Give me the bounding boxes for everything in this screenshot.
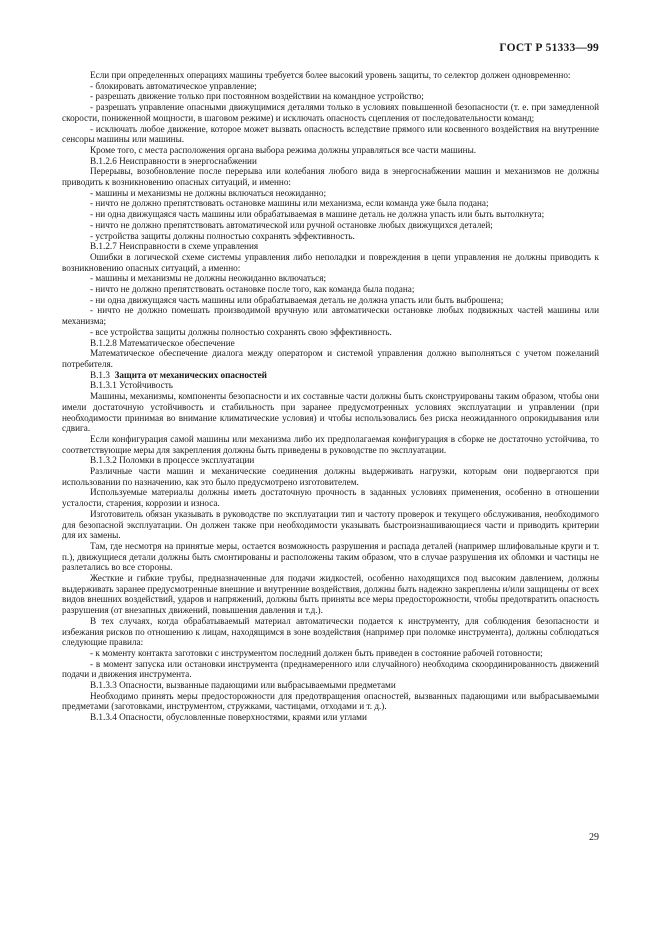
paragraph: Перерывы, возобновление после перерыва или колебания любого вида в энергоснабжении машин и механизмов не должны приводить к возникновению опасных ситуаций, и именно: [62,166,599,188]
list-item: - ничто не должно препятствовать остановке после того, как команда была подана; [90,284,415,295]
paragraph: Там, где несмотря на принятые меры, остается возможность разрушения и распада деталей (например шлифовальные круги и т. п.), движущиеся детали должны быть смонтированы и расположены таким образом, что в случае разрушения их обломки и частицы не разлетались во все стороны. [62,540,599,573]
list-item: - ни одна движущаяся часть машины или обрабатываемая в машине деталь не должна упасть или быть вытолкнута; [90,209,545,220]
paragraph: Ошибки в логической схеме системы управления либо неполадки и повреждения в цепи управления не должны приводить к возникновению опасных ситуаций, а именно: [62,251,599,273]
list-item: - машины и механизмы не должны неожиданно включаться; [90,273,326,284]
subsection-heading: В.1.2.8 Математическое обеспечение [90,337,235,348]
subsection-heading: В.1.2.7 Неисправности в схеме управления [90,241,259,252]
list-item: - машины и механизмы не должны включаться неожиданно; [90,187,326,198]
list-item: - ничто не должно препятствовать автоматической или ручной остановке любых движущихся деталей; [90,219,493,230]
list-item: - ничто не должно помешать производимой вручную или автоматически остановке любых подвижных частей машины или механизма; [62,305,599,327]
paragraph: В тех случаях, когда обрабатываемый материал автоматически подается к инструменту, для соблюдения безопасности и избежания рисков по отношению к лицам, находящимся в зоне воздействия (например при поломке инструмента), должны соблюдаться следующие правила: [62,615,599,648]
list-item: - блокировать автоматическое управление; [90,80,257,91]
subsection-heading: В.1.3.3 Опасности, вызванные падающими или выбрасываемыми предметами [90,680,396,691]
paragraph: Различные части машин и механические соединения должны выдерживать нагрузки, которым они подвергаются при использовании по назначению, как это было предусмотрено изготовителем. [62,466,599,487]
paragraph: Изготовитель обязан указывать в руководстве по эксплуатации тип и частоту проверок и текущего обслуживания, необходимого для безопасной эксплуатации. Он должен также при необходимости указывать быстроизнашивающиеся части и приводить критерии для их замены. [62,508,599,541]
list-item: - все устройства защиты должны полностью сохранять свою эффективность. [90,326,392,337]
subsection-heading: В.1.3.2 Поломки в процессе эксплуатации [90,455,255,466]
paragraph: Машины, механизмы, компоненты безопасности и их составные части должны быть сконструированы таким образом, чтобы они имели достаточную устойчивость и стабильность при заранее предусмотренных условиях эксплуатации и управлении (при необходимости принимая во внимание климатические условия) и чтобы использовались без риска неожиданного опрокидывания или сдвига. [62,391,599,434]
list-item: - устройства защиты должны полностью сохранять эффективность. [90,230,355,241]
paragraph: Если при определенных операциях машины требуется более высокий уровень защиты, то селектор должен одновременно: [90,70,571,80]
subsection-heading: В.1.3.1 Устойчивость [90,380,173,391]
list-item: - ни одна движущаяся часть машины или обрабатываемая деталь не должна упасть или быть выброшена; [90,294,504,305]
list-item: - разрешать движение только при постоянном воздействии на командное устройство; [90,91,424,102]
list-item: - исключать любое движение, которое может вызвать опасность вследствие прямого или косвенного воздействия на внутренние сенсоры машины или машины. [62,123,599,145]
list-item: - разрешать управление опасными движущимися деталями только в условиях повышенной безопасности (т. е. при замедленной скорости, пониженной мощности, в шаговом режиме) и исключать опасность сцепления от последовательности команд; [62,102,599,123]
paragraph: Используемые материалы должны иметь достаточную прочность в заданных условиях применения, особенно в отношении усталости, старения, коррозии и износа. [62,487,599,509]
list-item: - к моменту контакта заготовки с инструментом последний должен быть приведен в состояние рабочей готовности; [90,647,543,658]
paragraph: Кроме того, с места расположения органа выбора режима должны управляться все части машины. [90,144,477,155]
paragraph: Математическое обеспечение диалога между оператором и системой управления должно выполняться с учетом пожеланий потребителя. [62,348,599,369]
paragraph: Необходимо принять меры предосторожности для предотвращения опасностей, вызванных падающими или выбрасываемыми предметами (заготовками, инструментом, стружками, частицами, отходами и т. д.). [62,690,599,712]
section-heading [62,370,599,381]
page-body [62,70,599,723]
section-number: В.1.3 [90,369,110,380]
document-id-header: ГОСТ Р 51333—99 [499,42,599,54]
list-item: - в момент запуска или остановки инструмента (преднамеренного или случайного) необходима скоординированность движений подачи и движения инструмента. [62,658,599,680]
section-title: Защита от механических опасностей [114,369,267,380]
list-item: - ничто не должно препятствовать остановке машины или механизма, если команда уже была подана; [90,198,489,209]
subsection-heading: В.1.3.4 Опасности, обусловленные поверхностями, краями или углами [90,712,367,723]
subsection-heading: В.1.2.6 Неисправности в энергоснабжении [90,155,257,166]
paragraph: Если конфигурация самой машины или механизма либо их предполагаемая конфигурация в сборке не достаточно устойчива, то соответствующие меры для закрепления должны быть приведены в руководстве по эксплуатации. [62,433,599,455]
page-number: 29 [589,832,599,843]
paragraph: Жесткие и гибкие трубы, предназначенные для подачи жидкостей, особенно находящихся под высоким давлением, должны выдерживать заранее предусмотренные внешние и внутренние воздействия, должны быть надежно закреплены и/или защищены от всех видов внешних воздействий, ударов и напряжений, должны быть приняты все меры предосторожности, чтобы предотвратить опасность разрушения (от внезапных движений, повышения давления и т.д.). [62,573,599,616]
